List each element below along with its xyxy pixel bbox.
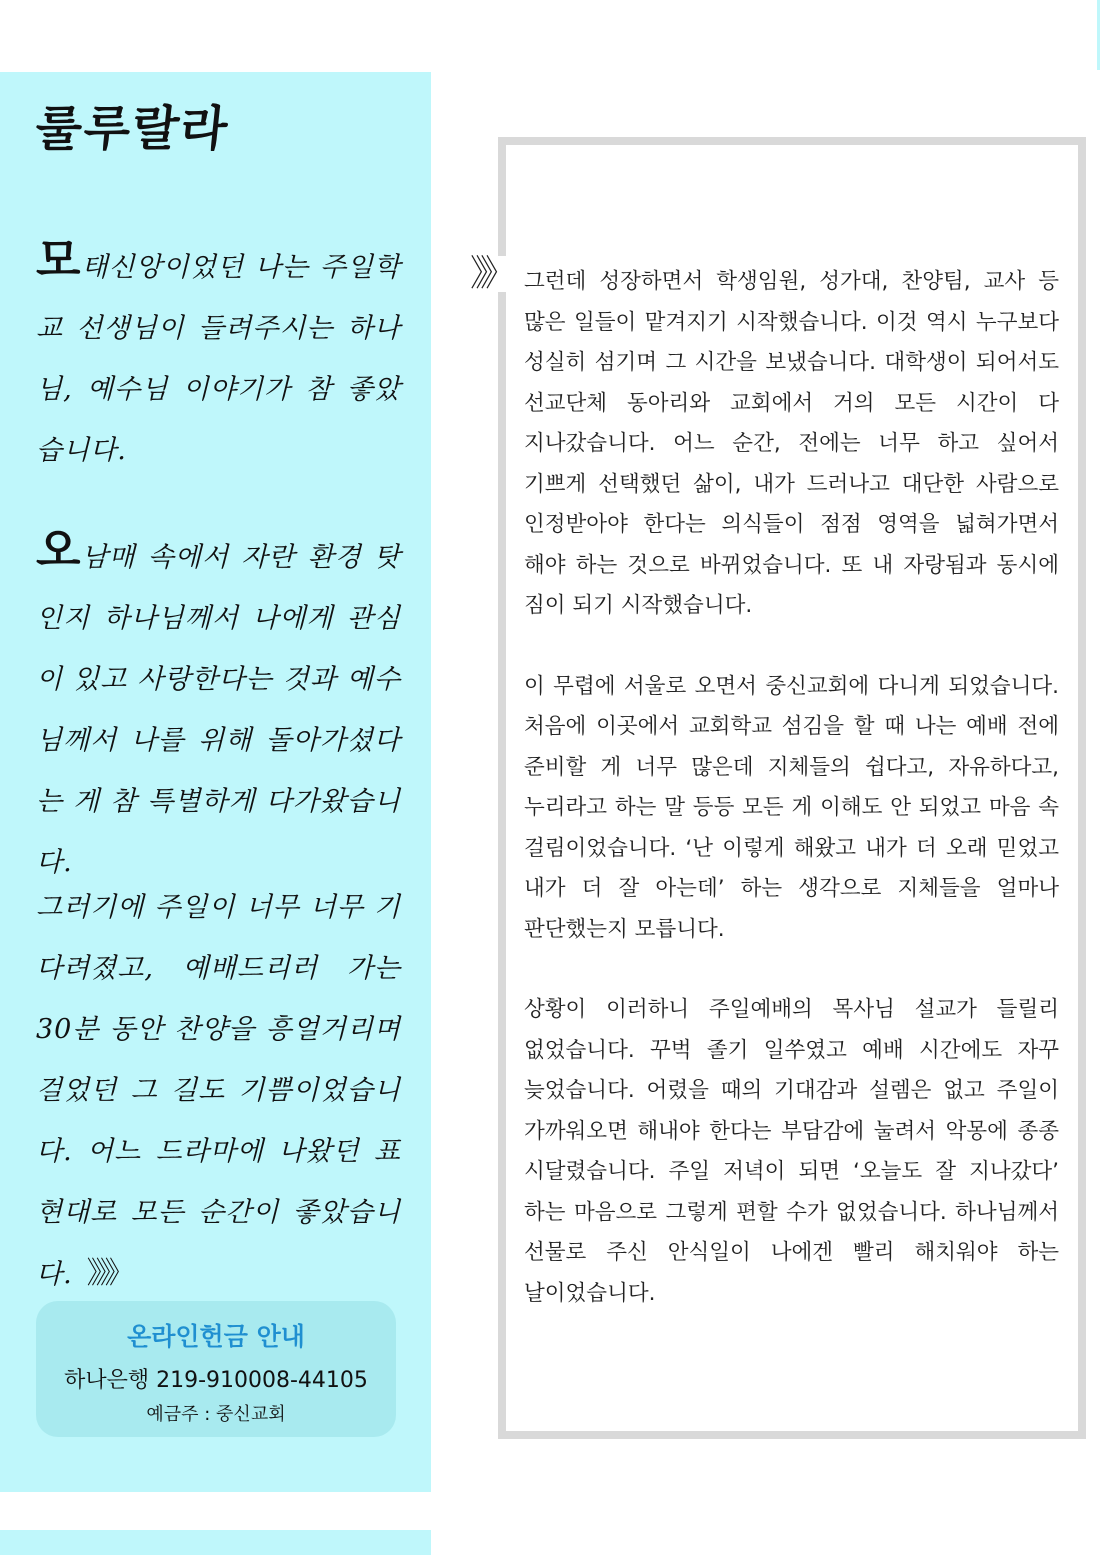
article-paragraph-1: 그런데 성장하면서 학생임원, 성가대, 찬양팀, 교사 등 많은 일들이 맡겨지기 시작했습니다. 이것 역시 누구보다 성실히 섬기며 그 시간을 보냈습니다. 대학생이 되어서도 선교단체 동아리와 교회에서 거의 모든 시간이 다 지나갔습니다. 어느 순간, 전에는 너무 하고 싶어서 기쁘게 선택했던 삶이, 내가 드러나고 대단한 사람으로 인정받아야 한다는 의식들이 점점 영역을 넓혀가면서 해야 하는 것으로 바뀌었습니다. 또 내 자랑됨과 동시에 짐이 되기 시작했습니다. — [524, 269, 1059, 618]
article-paragraph-3: 상황이 이러하니 주일예배의 목사님 설교가 들릴리 없었습니다. 꾸벅 졸기 일쑤였고 예배 시간에도 자꾸 늦었습니다. 어렸을 때의 기대감과 설렘은 없고 주일이 가까워오면 해내야 한다는 부담감에 눌려서 악몽에 종종 시달렸습니다. 주일 저녁이 되면 ‘오늘도 잘 지나갔다’ 하는 마음으로 그렇게 편할 수가 없었습니다. 하나님께서 선물로 주신 안식일이 나에겐 빨리 해치워야 하는 날이었습니다. — [524, 997, 1059, 1306]
handwritten-paragraph-2 — [36, 523, 401, 893]
paragraph-text: 태신앙이었던 나는 주일학교 선생님이 들려주시는 하나님, 예수님 이야기가 참 좋았습니다. — [36, 252, 401, 466]
offering-bank-account: 하나은행 219-910008-44105 — [64, 1368, 368, 1393]
side-panel-bottom-strip — [0, 1530, 431, 1555]
offering-title: 온라인헌금 안내 — [127, 1322, 305, 1351]
online-offering-box — [36, 1301, 396, 1437]
continue-chevron-icon: 》》》 — [86, 1256, 129, 1291]
column-title: 룰루랄라 — [32, 101, 232, 157]
offering-account-holder: 예금주 : 중신교회 — [146, 1404, 286, 1425]
handwritten-paragraph-3 — [36, 877, 401, 1305]
article-body — [524, 262, 1059, 1354]
paragraph-text: 그러기에 주일이 너무 너무 기다려졌고, 예배드리러 가는 30분 동안 찬양을 흥얼거리며 걸었던 그 길도 기쁨이었습니다. 어느 드라마에 나왔던 표현대로 모든 순간이 좋았습니다. — [36, 892, 401, 1290]
drop-cap: 모 — [36, 233, 82, 287]
paragraph-text: 남매 속에서 자란 환경 탓인지 하나님께서 나에게 관심이 있고 사랑한다는 것과 예수님께서 나를 위해 돌아가셨다는 게 참 특별하게 다가왔습니다. — [36, 542, 401, 878]
article-paragraph-2: 이 무렵에 서울로 오면서 중신교회에 다니게 되었습니다. 처음에 이곳에서 교회학교 섬김을 할 때 나는 예배 전에 준비할 게 너무 많은데 지체들의 쉽다고, 자유하다고, 누리라고 하는 말 등등 모든 게 이해도 안 되었고 마음 속 걸림이었습니다. ‘난 이렇게 해왔고 내가 더 오래 믿었고 내가 더 잘 아는데’ 하는 생각으로 지체들을 얼마나 판단했는지 모릅니다. — [524, 673, 1059, 942]
drop-cap: 오 — [36, 523, 82, 577]
handwritten-paragraph-1 — [36, 233, 401, 481]
continued-chevron-icon: 》》 — [468, 256, 512, 292]
